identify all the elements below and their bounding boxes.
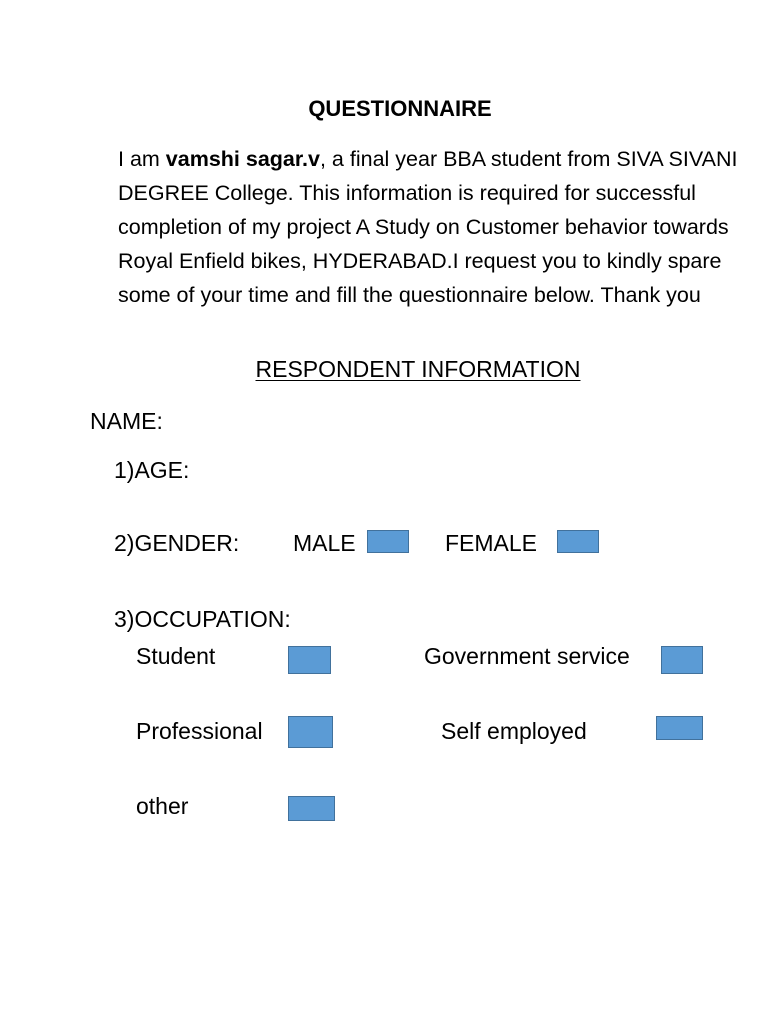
male-checkbox[interactable]	[367, 530, 409, 553]
other-checkbox[interactable]	[288, 796, 335, 821]
occupation-option-other: other	[136, 793, 189, 819]
occupation-option-student: Student	[136, 643, 216, 669]
occupation-option-professional: Professional	[136, 718, 263, 744]
gender-option-male: MALE	[293, 530, 356, 556]
page-title: QUESTIONNAIRE	[308, 96, 492, 121]
self-employed-checkbox[interactable]	[656, 716, 703, 740]
gender-label: 2)GENDER:	[114, 530, 240, 556]
occupation-label: 3)OCCUPATION:	[114, 606, 291, 632]
gender-option-female: FEMALE	[445, 530, 538, 556]
name-label: NAME:	[90, 408, 163, 434]
intro-paragraph	[118, 142, 748, 312]
student-checkbox[interactable]	[288, 646, 331, 674]
professional-checkbox[interactable]	[288, 716, 333, 748]
occupation-option-government-service: Government service	[424, 643, 630, 669]
government-service-checkbox[interactable]	[661, 646, 703, 674]
intro-text: , a final year BBA student from SIVA SIVANI DEGREE College. This information is required for successful completion of my project A Study on Customer behavior towards Royal Enfield bikes, HYDERABAD.I request you to kindly spare some of your time and fill the questionnaire below. Thank you	[118, 147, 738, 307]
section-heading	[0, 356, 768, 383]
section-heading-text: RESPONDENT INFORMATION	[255, 356, 581, 382]
intro-prefix: I am	[118, 147, 166, 171]
female-checkbox[interactable]	[557, 530, 599, 553]
student-name: vamshi sagar.v	[165, 147, 320, 171]
occupation-option-self-employed: Self employed	[441, 718, 587, 744]
age-label: 1)AGE:	[114, 457, 190, 483]
